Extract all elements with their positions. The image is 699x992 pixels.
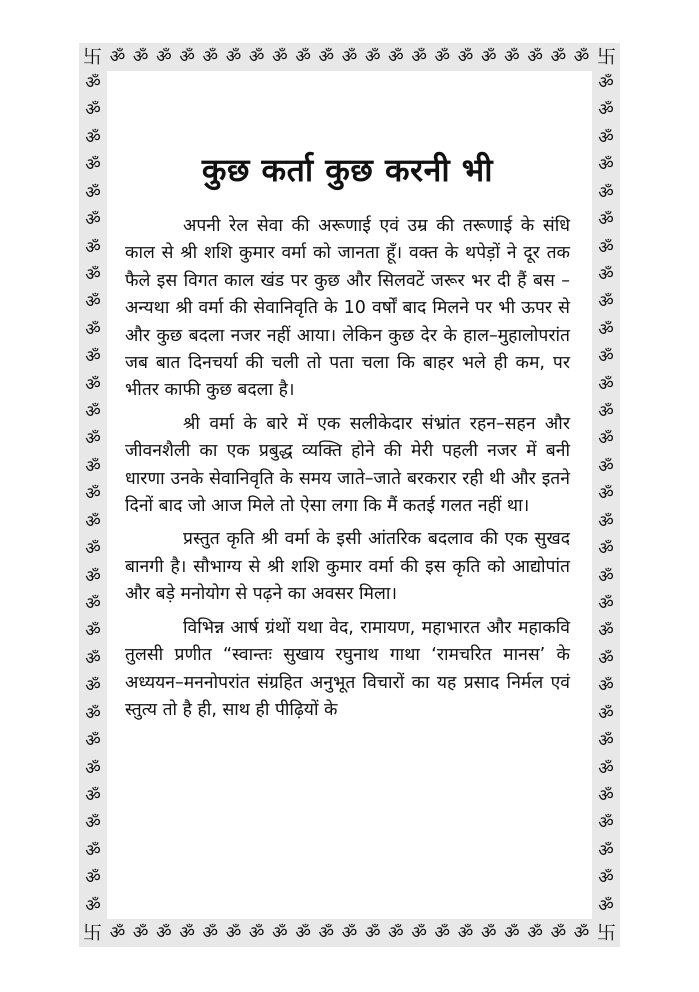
om-icon: ॐ	[598, 73, 614, 93]
om-icon: ॐ	[85, 100, 101, 121]
om-icon: ॐ	[598, 402, 614, 423]
border-right	[592, 71, 620, 919]
om-icon: ॐ	[573, 922, 590, 943]
om-icon: ॐ	[225, 922, 242, 943]
om-icon: ॐ	[598, 374, 614, 395]
om-icon: ॐ	[480, 922, 497, 943]
om-icon: ॐ	[85, 676, 101, 697]
om-icon: ॐ	[85, 484, 101, 505]
om-icon: ॐ	[598, 785, 614, 806]
om-icon: ॐ	[598, 264, 614, 285]
om-icon: ॐ	[527, 46, 543, 67]
om-icon: ॐ	[598, 648, 614, 669]
om-icon: ॐ	[504, 46, 520, 67]
om-icon: ॐ	[318, 46, 335, 67]
om-icon: ॐ	[295, 46, 311, 67]
om-icon: ॐ	[202, 46, 219, 67]
om-icon: ॐ	[85, 539, 101, 560]
om-icon: ॐ	[364, 922, 381, 943]
om-icon: ॐ	[109, 46, 126, 67]
om-icon: ॐ	[598, 292, 614, 313]
om-icon: ॐ	[85, 785, 101, 806]
om-icon: ॐ	[598, 703, 614, 724]
page-content	[125, 148, 570, 730]
om-icon: ॐ	[85, 703, 101, 724]
om-icon: ॐ	[156, 922, 172, 943]
om-icon: ॐ	[85, 319, 101, 340]
om-icon: ॐ	[272, 46, 288, 67]
border-bottom	[79, 919, 620, 947]
om-icon: ॐ	[598, 237, 614, 258]
swastika-icon: 卐	[596, 45, 616, 68]
om-icon: ॐ	[132, 46, 149, 67]
om-icon: ॐ	[85, 182, 101, 203]
om-icon: ॐ	[85, 566, 101, 587]
om-icon: ॐ	[85, 895, 101, 916]
om-icon: ॐ	[85, 594, 101, 615]
om-icon: ॐ	[598, 676, 614, 697]
om-icon: ॐ	[598, 594, 614, 615]
om-icon: ॐ	[85, 621, 101, 642]
om-icon: ॐ	[225, 46, 242, 67]
om-icon: ॐ	[598, 731, 614, 752]
om-icon: ॐ	[598, 813, 614, 834]
om-icon: ॐ	[85, 73, 101, 93]
om-icon: ॐ	[132, 922, 149, 943]
om-icon: ॐ	[598, 868, 614, 889]
om-icon: ॐ	[598, 429, 614, 450]
om-icon: ॐ	[457, 922, 474, 943]
om-icon: ॐ	[457, 46, 474, 67]
om-icon: ॐ	[388, 46, 404, 67]
om-icon: ॐ	[318, 922, 335, 943]
om-icon: ॐ	[504, 922, 520, 943]
om-icon: ॐ	[434, 922, 451, 943]
om-icon: ॐ	[598, 100, 614, 121]
om-icon: ॐ	[85, 813, 101, 834]
om-icon: ॐ	[85, 868, 101, 889]
om-icon: ॐ	[598, 621, 614, 642]
om-icon: ॐ	[527, 922, 543, 943]
om-icon: ॐ	[480, 46, 497, 67]
om-icon: ॐ	[598, 539, 614, 560]
om-icon: ॐ	[598, 155, 614, 176]
om-icon: ॐ	[85, 127, 101, 148]
om-icon: ॐ	[411, 922, 427, 943]
om-icon: ॐ	[85, 237, 101, 258]
om-icon: ॐ	[272, 922, 288, 943]
om-icon: ॐ	[341, 922, 358, 943]
paragraph-1: अपनी रेल सेवा की अरूणाई एवं उम्र की तरूणाई के संधि काल से श्री शशि कुमार वर्मा को जानता हूँ। वक्त के थपेड़ों ने दूर तक फैले इस विगत काल खंड पर कुछ और सिलवटें जरूर भर दी हैं बस – अन्यथा श्री वर्मा की सेवानिवृति के 10 वर्षों बाद मिलने पर भी ऊपर से और कुछ बदला नजर नहीं आया। लेकिन कुछ देर के हाल–मुहालोपरांत जब बात दिनचर्या की चली तो पता चला कि बाहर भले ही कम, पर भीतर काफी कुछ बदला है।	[125, 216, 570, 401]
om-icon: ॐ	[85, 511, 101, 532]
page-title: कुछ कर्ता कुछ करनी भी	[201, 151, 494, 189]
border-left	[79, 71, 107, 919]
om-icon: ॐ	[295, 922, 311, 943]
om-icon: ॐ	[598, 319, 614, 340]
om-icon: ॐ	[85, 264, 101, 285]
om-icon: ॐ	[364, 46, 381, 67]
om-icon: ॐ	[598, 127, 614, 148]
om-icon: ॐ	[434, 46, 451, 67]
om-icon: ॐ	[248, 922, 265, 943]
om-icon: ॐ	[85, 374, 101, 395]
om-icon: ॐ	[388, 922, 404, 943]
om-icon: ॐ	[598, 758, 614, 779]
om-icon: ॐ	[598, 484, 614, 505]
paragraph-3: प्रस्तुत कृति श्री वर्मा के इसी आंतरिक बदलाव की एक सुखद बानगी है। सौभाग्य से श्री शशि कुमार वर्मा की इस कृति को आद्योपांत और बड़े मनोयोग से पढ़ने का अवसर मिला।	[125, 529, 570, 605]
swastika-icon: 卐	[83, 45, 103, 68]
om-icon: ॐ	[85, 456, 101, 477]
om-icon: ॐ	[598, 182, 614, 203]
paragraph-2: श्री वर्मा के बारे में एक सलीकेदार संभ्रांत रहन–सहन और जीवनशैली का एक प्रबुद्ध व्यक्ति होने की मेरी पहली नजर में बनी धारणा उनके सेवानिवृति के समय जाते–जाते बरकरार रही थी और इतने दिनों बाद जो आज मिले तो ऐसा लगा कि मैं कतई गलत नहीं था।	[125, 413, 570, 517]
om-icon: ॐ	[202, 922, 219, 943]
om-icon: ॐ	[85, 155, 101, 176]
om-icon: ॐ	[598, 895, 614, 916]
om-icon: ॐ	[109, 922, 126, 943]
swastika-icon: 卐	[596, 921, 616, 944]
om-icon: ॐ	[85, 347, 101, 368]
om-icon: ॐ	[598, 566, 614, 587]
om-icon: ॐ	[248, 46, 265, 67]
om-icon: ॐ	[598, 347, 614, 368]
border-top	[79, 43, 620, 71]
om-icon: ॐ	[85, 648, 101, 669]
om-icon: ॐ	[573, 46, 590, 67]
om-icon: ॐ	[598, 511, 614, 532]
om-icon: ॐ	[179, 922, 195, 943]
om-icon: ॐ	[550, 46, 567, 67]
om-icon: ॐ	[341, 46, 358, 67]
om-icon: ॐ	[598, 840, 614, 861]
om-icon: ॐ	[156, 46, 172, 67]
om-icon: ॐ	[85, 840, 101, 861]
om-icon: ॐ	[85, 731, 101, 752]
om-icon: ॐ	[85, 429, 101, 450]
swastika-icon: 卐	[83, 921, 103, 944]
om-icon: ॐ	[85, 210, 101, 231]
om-icon: ॐ	[179, 46, 195, 67]
om-icon: ॐ	[85, 292, 101, 313]
om-icon: ॐ	[598, 210, 614, 231]
om-icon: ॐ	[550, 922, 567, 943]
om-icon: ॐ	[598, 456, 614, 477]
om-icon: ॐ	[411, 46, 427, 67]
om-icon: ॐ	[85, 758, 101, 779]
om-icon: ॐ	[85, 402, 101, 423]
paragraph-4: विभिन्न आर्ष ग्रंथों यथा वेद, रामायण, महाभारत और महाकवि तुलसी प्रणीत “स्वान्तः सुखाय रघुनाथ गाथा ‘रामचरित मानस’ के अध्ययन–मननोपरांत संग्रहित अनुभूत विचारों का यह प्रसाद निर्मल एवं स्तुत्य तो है ही, साथ ही पीढ़ियों के	[125, 617, 570, 720]
